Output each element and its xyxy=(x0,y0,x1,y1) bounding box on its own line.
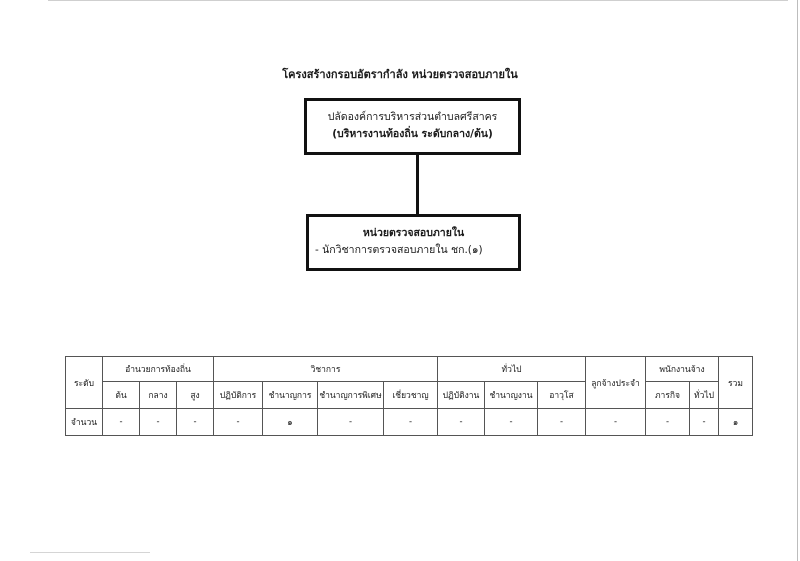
group-staff: พนักงานจ้าง xyxy=(646,357,719,382)
org-box-deputy-chief xyxy=(304,98,521,155)
document-title: โครงสร้างกรอบอัตรากำลัง หน่วยตรวจสอบภายใน xyxy=(282,68,518,81)
subheader-acad-professional: ชำนาญการ xyxy=(263,382,318,409)
count-local-high: - xyxy=(177,409,214,436)
count-local-low: - xyxy=(103,409,140,436)
count-gen-operational: - xyxy=(438,409,485,436)
count-local-mid: - xyxy=(140,409,177,436)
subheader-acad-senior: ชำนาญการพิเศษ xyxy=(318,382,384,409)
subheader-acad-practitioner: ปฏิบัติการ xyxy=(214,382,263,409)
count-staff-mission: - xyxy=(646,409,690,436)
staffing-table xyxy=(65,356,753,436)
count-total: ๑ xyxy=(719,409,753,436)
org-connector-line xyxy=(416,155,419,214)
page-edge-top xyxy=(48,0,788,1)
subheader-gen-experienced: ชำนาญงาน xyxy=(485,382,538,409)
page-edge-bottom xyxy=(30,552,150,553)
count-staff-general: - xyxy=(690,409,719,436)
org-box-title: หน่วยตรวจสอบภายใน xyxy=(362,227,465,239)
count-gen-experienced: - xyxy=(485,409,538,436)
group-permanent-employee: ลูกจ้างประจำ xyxy=(586,357,646,409)
subheader-local-low: ต้น xyxy=(103,382,140,409)
count-acad-senior: - xyxy=(318,409,384,436)
subheader-acad-expert: เชี่ยวชาญ xyxy=(384,382,438,409)
org-box-position-item: - นักวิชาการตรวจสอบภายใน ชก.(๑) xyxy=(315,244,483,256)
subheader-local-mid: กลาง xyxy=(140,382,177,409)
group-academic: วิชาการ xyxy=(214,357,438,382)
count-acad-professional: ๑ xyxy=(263,409,318,436)
count-acad-expert: - xyxy=(384,409,438,436)
subheader-local-high: สูง xyxy=(177,382,214,409)
subheader-staff-mission: ภารกิจ xyxy=(646,382,690,409)
subheader-gen-senior: อาวุโส xyxy=(538,382,586,409)
table-subheader-row xyxy=(66,382,753,409)
level-label-cell: ระดับ xyxy=(66,357,103,409)
org-box-subtitle: (บริหารงานท้องถิ่น ระดับกลาง/ต้น) xyxy=(332,128,493,140)
subheader-staff-general: ทั่วไป xyxy=(690,382,719,409)
org-box-internal-audit xyxy=(306,214,521,271)
group-total: รวม xyxy=(719,357,753,409)
count-label-cell: จำนวน xyxy=(66,409,103,436)
count-acad-practitioner: - xyxy=(214,409,263,436)
group-local-admin: อำนวยการท้องถิ่น xyxy=(103,357,214,382)
subheader-gen-operational: ปฏิบัติงาน xyxy=(438,382,485,409)
count-permanent-employee: - xyxy=(586,409,646,436)
page-edge-right xyxy=(797,0,798,561)
org-box-title: ปลัดองค์การบริหารส่วนตำบลศรีสาคร xyxy=(327,111,498,123)
group-general: ทั่วไป xyxy=(438,357,586,382)
table-header-row xyxy=(66,357,753,382)
count-gen-senior: - xyxy=(538,409,586,436)
table-row xyxy=(66,409,753,436)
